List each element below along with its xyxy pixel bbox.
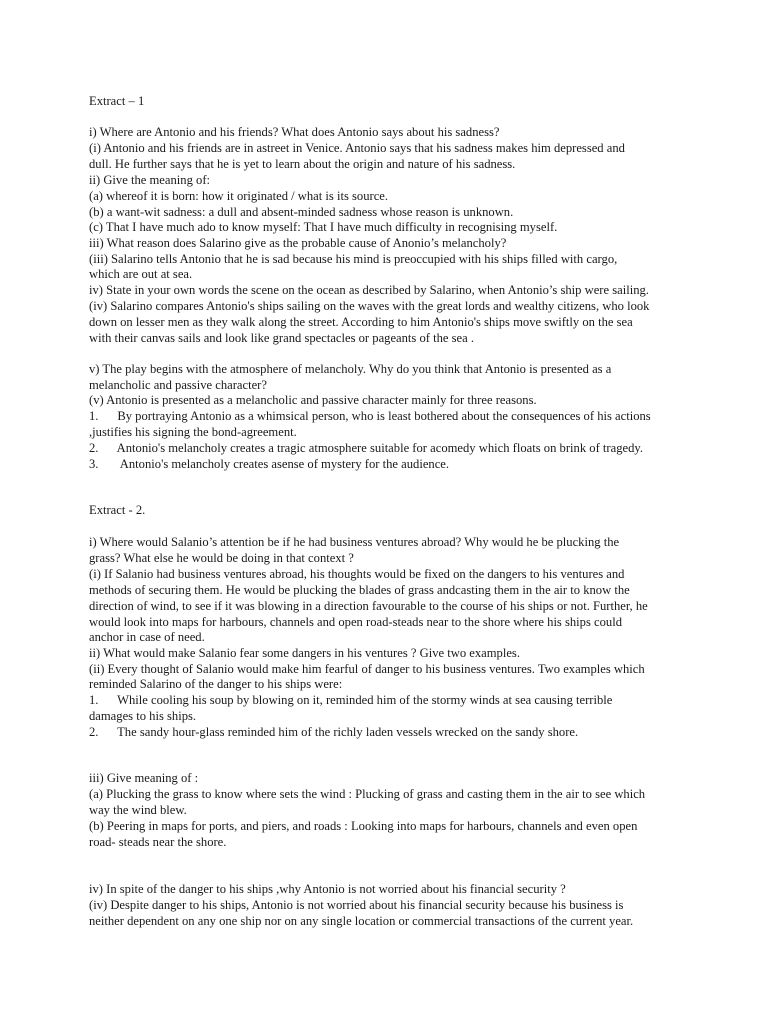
question-line: ii) Give the meaning of: — [89, 173, 211, 187]
answer-line: (a) whereof it is born: how it originated / what is its source. — [89, 189, 389, 203]
question-line: v) The play begins with the atmosphere of melancholy. Why do you think that Antonio is presented as a — [89, 362, 612, 376]
question-line: i) Where would Salanio’s attention be if he had business ventures abroad? Why would he be plucking the — [89, 535, 620, 549]
answer-line: (v) Antonio is presented as a melancholic and passive character mainly for three reasons. — [89, 393, 537, 407]
answer-line: reminded Salarino of the danger to his ships were: — [89, 677, 343, 691]
question-line: iii) Give meaning of : — [89, 771, 199, 785]
extract-1-heading: Extract – 1 — [89, 94, 145, 108]
answer-line: down on lesser men as they walk along the street. According to him Antonio's ships move swiftly on the sea — [89, 315, 633, 329]
answer-line: (ii) Every thought of Salanio would make him fearful of danger to his business ventures. Two examples which — [89, 662, 645, 676]
list-item: 1. While cooling his soup by blowing on it, reminded him of the stormy winds at sea causing terrible — [89, 693, 613, 707]
answer-line: anchor in case of need. — [89, 630, 205, 644]
answer-line: neither dependent on any one ship nor on any single location or commercial transactions of the current year. — [89, 914, 634, 928]
question-line: iv) In spite of the danger to his ships ,why Antonio is not worried about his financial security ? — [89, 882, 566, 896]
answer-line: (c) That I have much ado to know myself: That I have much difficulty in recognising myself. — [89, 220, 558, 234]
question-line: ii) What would make Salanio fear some dangers in his ventures ? Give two examples. — [89, 646, 520, 660]
answer-line: (iii) Salarino tells Antonio that he is sad because his mind is preoccupied with his ships filled with cargo, — [89, 252, 618, 266]
answer-line: (i) Antonio and his friends are in astreet in Venice. Antonio says that his sadness makes him depressed and — [89, 141, 625, 155]
answer-line: way the wind blew. — [89, 803, 187, 817]
question-line: i) Where are Antonio and his friends? What does Antonio says about his sadness? — [89, 125, 500, 139]
answer-line: which are out at sea. — [89, 267, 193, 281]
answer-line: dull. He further says that he is yet to learn about the origin and nature of his sadness. — [89, 157, 516, 171]
list-item: 2. The sandy hour-glass reminded him of the richly laden vessels wrecked on the sandy shore. — [89, 725, 579, 739]
question-line: melancholic and passive character? — [89, 378, 267, 392]
answer-line: (i) If Salanio had business ventures abroad, his thoughts would be fixed on the dangers to his ventures and — [89, 567, 625, 581]
list-item: damages to his ships. — [89, 709, 197, 723]
answer-line: (a) Plucking the grass to know where sets the wind : Plucking of grass and casting them in the air to see which — [89, 787, 646, 801]
list-item: 3. Antonio's melancholy creates asense of mystery for the audience. — [89, 457, 450, 471]
answer-line: (b) a want-wit sadness: a dull and absent-minded sadness whose reason is unknown. — [89, 205, 514, 219]
list-item: 1. By portraying Antonio as a whimsical person, who is least bothered about the consequences of his actions — [89, 409, 651, 423]
question-line: iv) State in your own words the scene on the ocean as described by Salarino, when Antonio’s ship were sailing. — [89, 283, 649, 297]
extract-2-heading: Extract - 2. — [89, 503, 146, 517]
answer-line: would look into maps for harbours, channels and open road-steads near to the shore where his ships could — [89, 615, 623, 629]
question-line: grass? What else he would be doing in that context ? — [89, 551, 354, 565]
answer-line: (iv) Despite danger to his ships, Antonio is not worried about his financial security because his business is — [89, 898, 624, 912]
answer-line: with their canvas sails and look like grand spectacles or pageants of the sea . — [89, 331, 475, 345]
answer-line: direction of wind, to see if it was blowing in a direction favourable to the course of his ships or not. Further, he — [89, 599, 648, 613]
list-item: ,justifies his signing the bond-agreement. — [89, 425, 297, 439]
list-item: 2. Antonio's melancholy creates a tragic atmosphere suitable for acomedy which floats on brink of tragedy. — [89, 441, 644, 455]
answer-line: (b) Peering in maps for ports, and piers, and roads : Looking into maps for harbours, channels and even open — [89, 819, 638, 833]
answer-line: (iv) Salarino compares Antonio's ships sailing on the waves with the great lords and wealthy citizens, who look — [89, 299, 650, 313]
answer-line: road- steads near the shore. — [89, 835, 227, 849]
answer-line: methods of securing them. He would be plucking the blades of grass andcasting them in the air to know the — [89, 583, 630, 597]
question-line: iii) What reason does Salarino give as the probable cause of Anonio’s melancholy? — [89, 236, 507, 250]
